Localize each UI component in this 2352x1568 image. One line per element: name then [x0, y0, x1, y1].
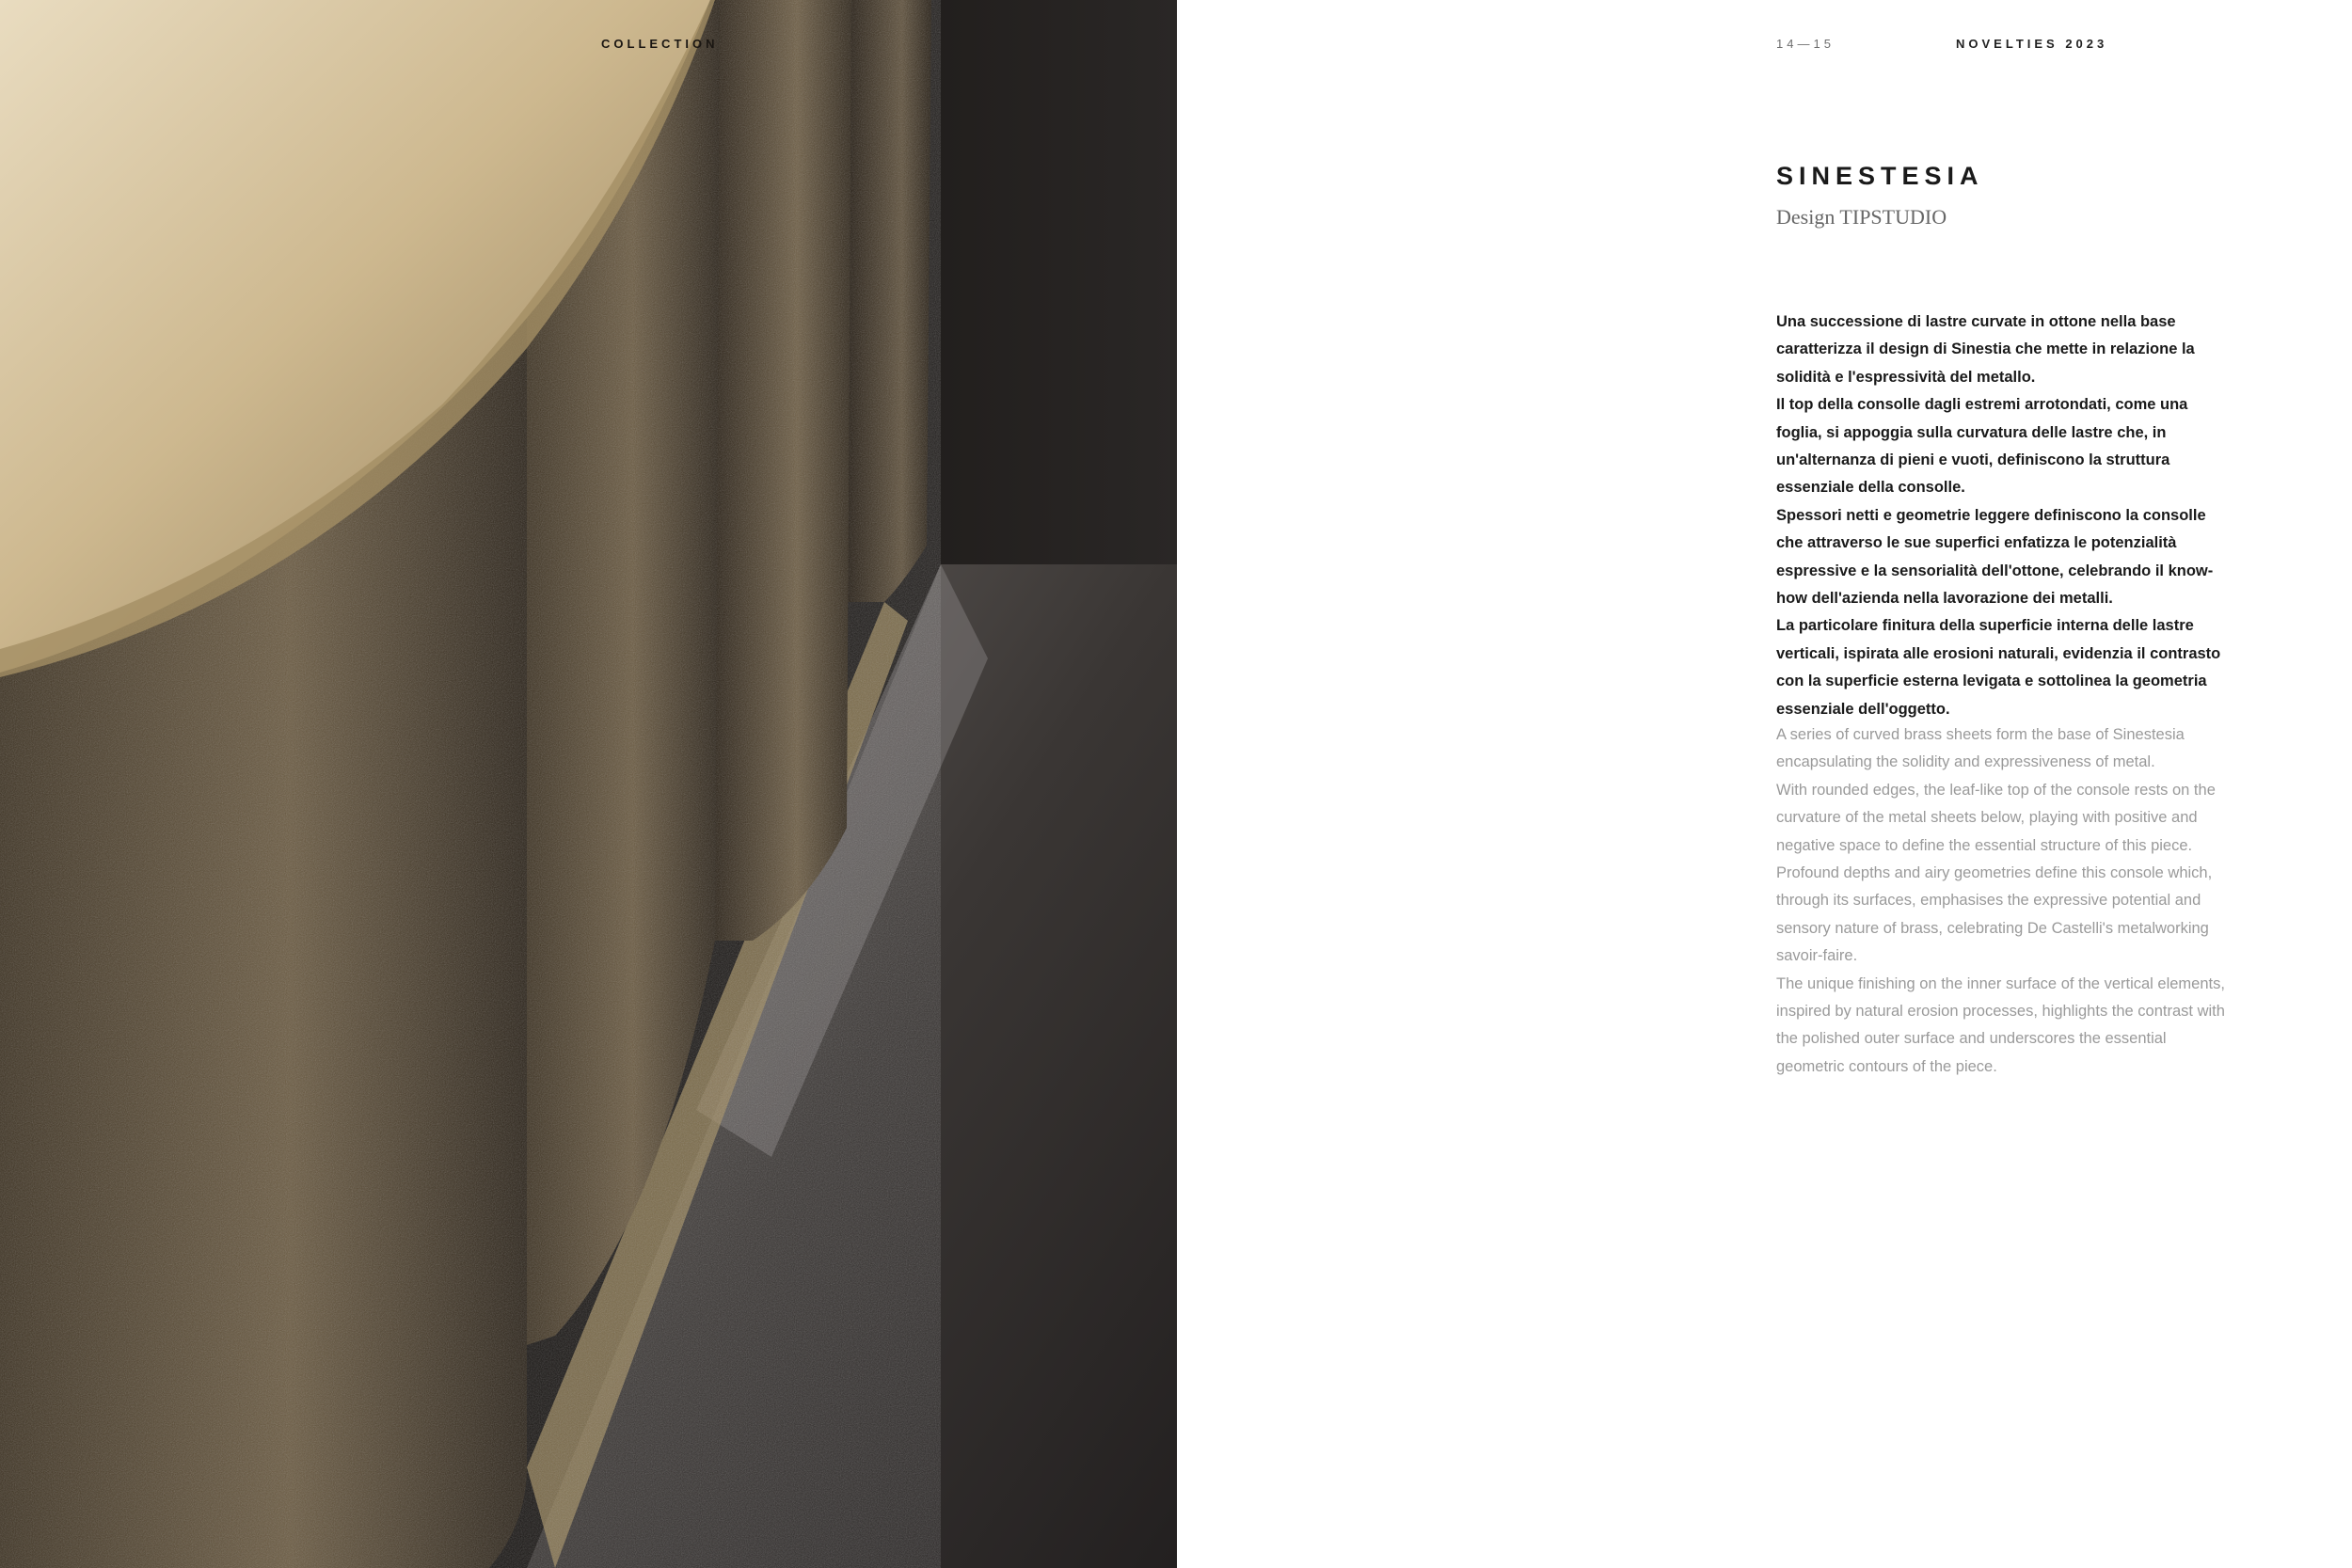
paragraph: Il top della consolle dagli estremi arrotondati, come una foglia, si appoggia sulla curvatura delle lastre che, in un'alternanza di pieni e vuoti, definiscono la struttura essenziale della consolle. [1776, 396, 2188, 497]
catalog-title: NOVELTIES 2023 [1956, 37, 2108, 51]
paragraph: The unique finishing on the inner surface of the vertical elements, inspired by natural erosion processes, highlights the contrast with the polished outer surface and underscores the essential geometric contours of the piece. [1776, 974, 2225, 1075]
page-numbers: 14—15 [1776, 37, 1835, 51]
paragraph: Profound depths and airy geometries define this console which, through its surfaces, emphasises the expressive potential and sensory nature of brass, celebrating De Castelli's metalworking savoir-faire. [1776, 864, 2213, 965]
section-label: COLLECTION [601, 37, 719, 51]
description-italian [1776, 309, 2235, 723]
paragraph: Spessori netti e geometrie leggere definiscono la consolle che attraverso le sue superfici enfatizza le potenzialità espressive e la sensorialità dell'ottone, celebrando il know-how dell'azienda nella lavorazione dei metalli. [1776, 506, 2214, 608]
description-english [1776, 721, 2235, 1081]
paragraph: With rounded edges, the leaf-like top of the console rests on the curvature of the metal sheets below, playing with positive and negative space to define the essential structure of this piece. [1776, 781, 2216, 854]
designer-credit: Design TIPSTUDIO [1776, 205, 1947, 229]
product-title: SINESTESIA [1776, 162, 1984, 190]
paragraph: La particolare finitura della superficie interna delle lastre verticali, ispirata alle erosioni naturali, evidenzia il contrasto con la superficie esterna levigata e sottolinea la geometria essenziale dell'oggetto. [1776, 617, 2221, 718]
paragraph: A series of curved brass sheets form the base of Sinestesia encapsulating the solidity and expressiveness of metal. [1776, 726, 2185, 771]
paragraph: Una successione di lastre curvate in ottone nella base caratterizza il design di Sinestia che mette in relazione la solidità e l'espressività del metallo. [1776, 313, 2195, 386]
